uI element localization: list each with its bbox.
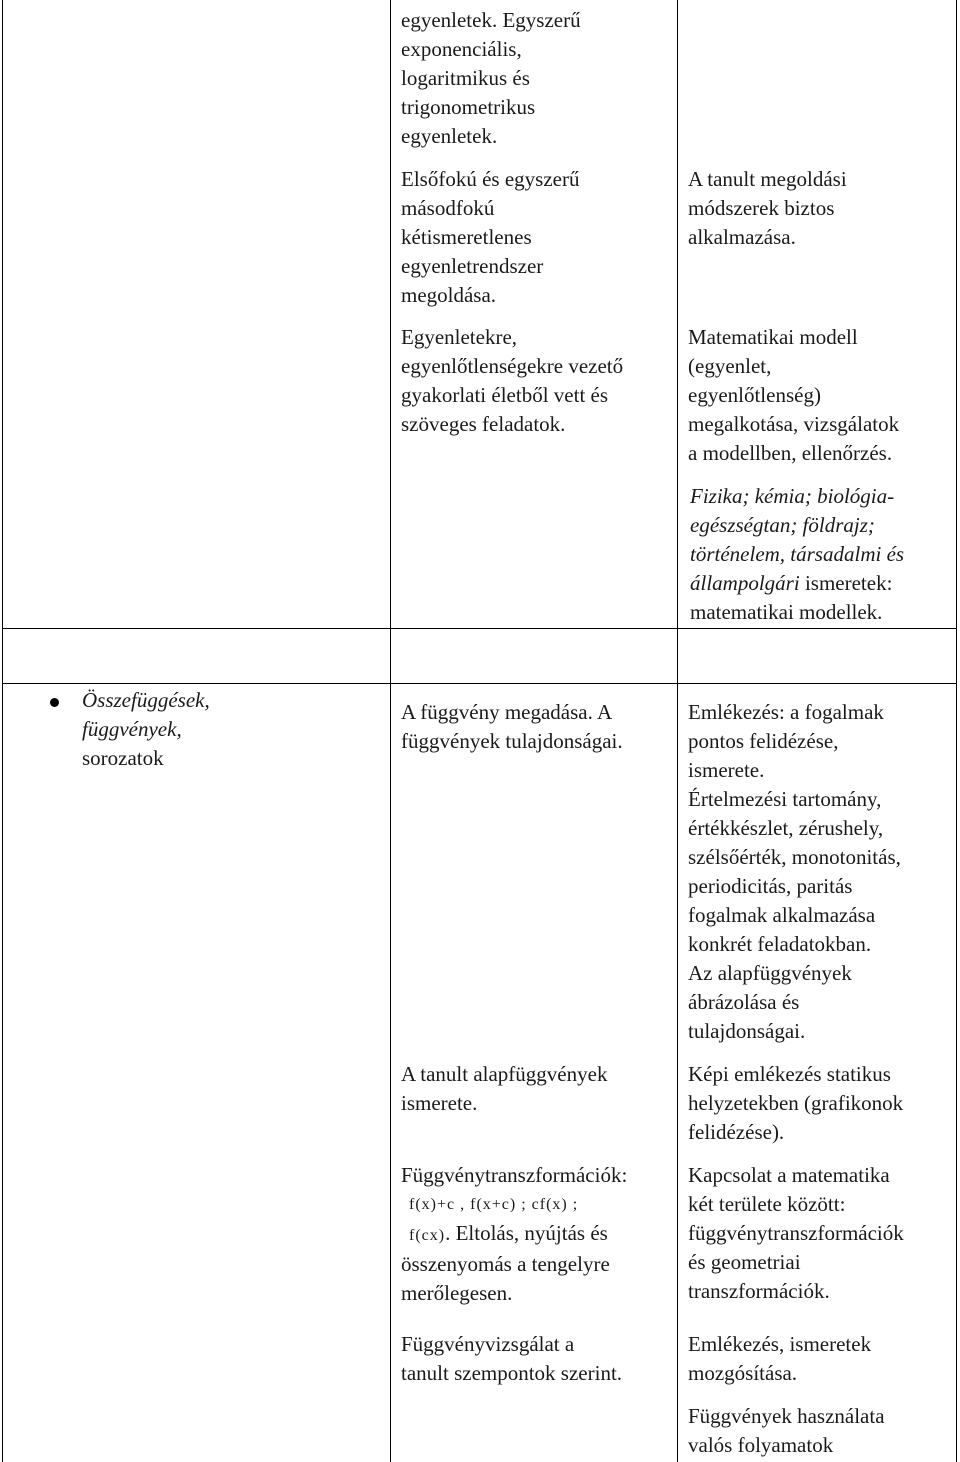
- geometry-link-text: Kapcsolat a matematika két területe között: függvénytranszformációk és geometriai transzformációk.: [688, 1163, 904, 1303]
- cross-subject-text: Fizika; kémia; biológia- egészségtan; földrajz; történelem, társadalmi és állampolgári ismeretek: matematikai modellek.: [690, 484, 905, 624]
- model-text: Matematikai modell (egyenlet, egyenlőtlenség) megalkotása, vizsgálatok a modellben, ellenőrzés.: [688, 325, 900, 465]
- transformations-text: Függvénytranszformációk: f(x)+c , f(x+c) ; cf(x) ; f(cx). Eltolás, nyújtás és összenyomás a tengelyre merőlegesen.: [401, 1161, 681, 1308]
- topic-bullet: [50, 698, 59, 707]
- word-problems-text: Egyenletekre, egyenlőtlenségekre vezető gyakorlati életből vett és szöveges feladatok.: [401, 325, 624, 436]
- visual-recall-text: Képi emlékezés statikus helyzetekben (grafikonok felidézése).: [688, 1062, 904, 1144]
- function-analysis-text: Függvényvizsgálat a tanult szempontok szerint.: [401, 1332, 623, 1385]
- equations-text: egyenletek. Egyszerű exponenciális, logaritmikus és trigonometrikus egyenletek.: [401, 8, 581, 148]
- transformation-formula: f(x)+c , f(x+c) ; cf(x) ;: [409, 1196, 579, 1213]
- knowledge-mobilization-text: Emlékezés, ismeretek mozgósítása.: [688, 1332, 872, 1385]
- column-divider-1: [390, 0, 391, 1462]
- row-divider-1: [2, 628, 957, 629]
- recall-concepts-text: Emlékezés: a fogalmak pontos felidézése, ismerete. Értelmezési tartomány, értékkészlet, zérushely, szélsőérték, monotonitás, periodicitás, paritás fogalmak alkalmazása konkrét feladatokban. Az alapfüggvények ábrázolása és tulajdonságai.: [688, 700, 901, 1043]
- cx-formula: f(cx): [409, 1227, 446, 1244]
- function-definition-text: A függvény megadása. A függvények tulajdonságai.: [401, 700, 623, 753]
- real-processes-text: Függvények használata valós folyamatok: [688, 1404, 885, 1457]
- linear-systems-text: Elsőfokú és egyszerű másodfokú kétismeretlenes egyenletrendszer megoldása.: [401, 167, 580, 307]
- basic-functions-text: A tanult alapfüggvények ismerete.: [401, 1062, 608, 1115]
- table-left-border: [2, 0, 3, 1462]
- topic-title: Összefüggések, függvények, sorozatok: [82, 688, 210, 770]
- table-right-border: [956, 0, 957, 1462]
- methods-text: A tanult megoldási módszerek biztos alkalmazása.: [688, 167, 847, 249]
- row-divider-2: [2, 683, 957, 684]
